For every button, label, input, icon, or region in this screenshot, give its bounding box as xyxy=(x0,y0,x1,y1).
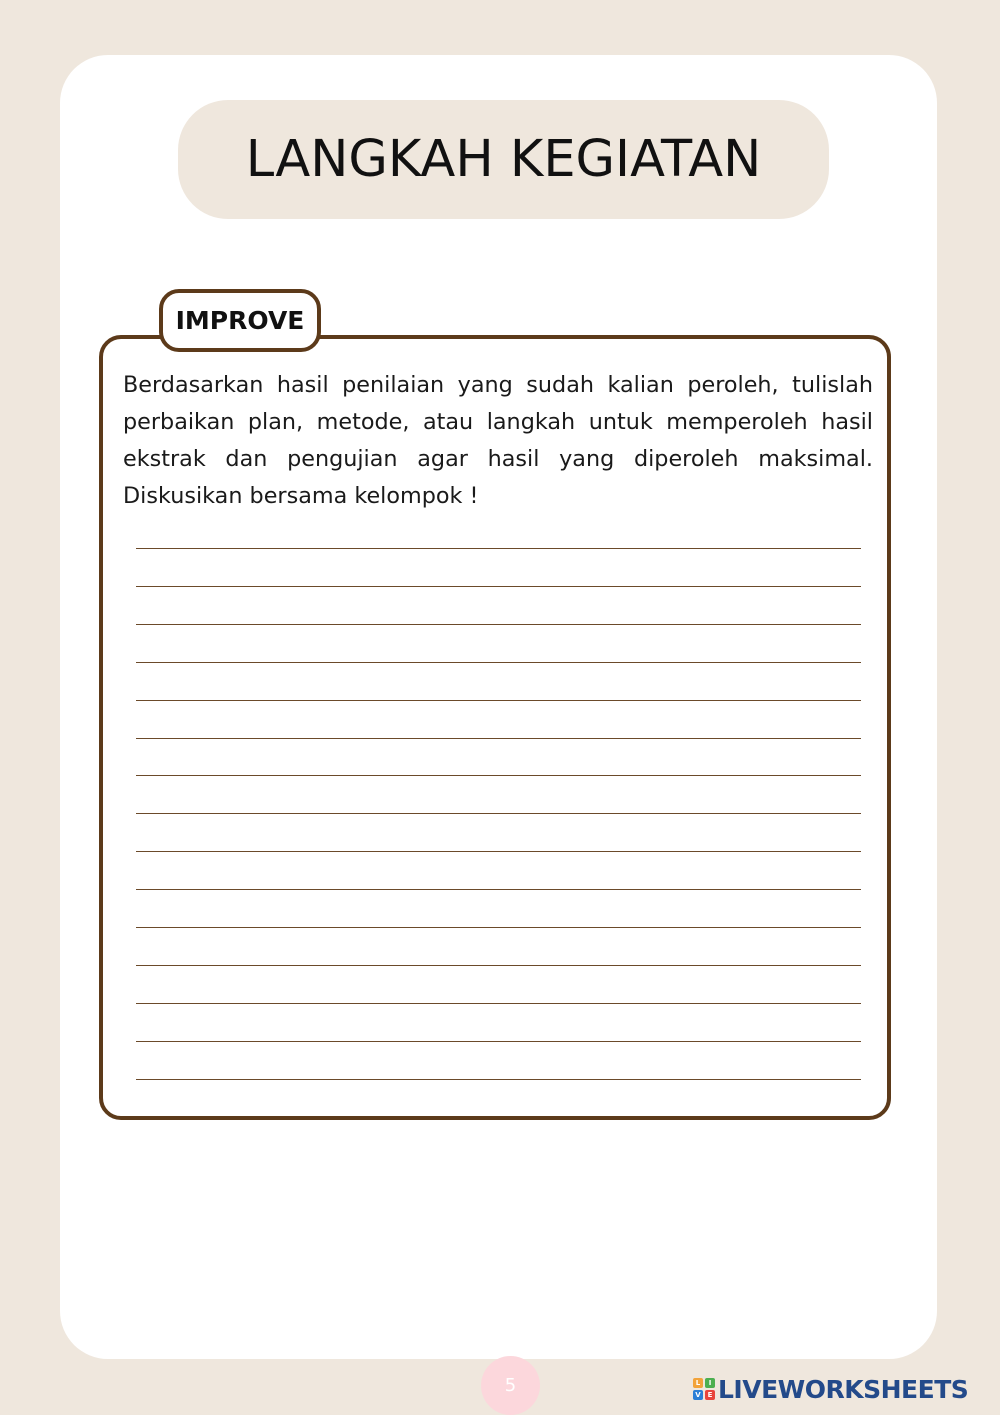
answer-line[interactable] xyxy=(136,851,861,852)
brand-name: LIVEWORKSHEETS xyxy=(718,1374,969,1404)
page-number-badge xyxy=(481,1356,540,1415)
answer-line[interactable] xyxy=(136,586,861,587)
page-number: 5 xyxy=(504,1375,517,1396)
answer-line[interactable] xyxy=(136,738,861,739)
logo-tile: I xyxy=(705,1378,715,1388)
instruction-text: Berdasarkan hasil penilaian yang sudah kalian peroleh, tulislah perbaikan plan, metode, atau langkah untuk memperoleh hasil ekstrak dan pengujian agar hasil yang diperoleh maksimal. Diskusikan bersama kelompok ! xyxy=(123,372,873,509)
answer-line[interactable] xyxy=(136,927,861,928)
answer-line[interactable] xyxy=(136,700,861,701)
answer-line[interactable] xyxy=(136,662,861,663)
logo-tile: L xyxy=(693,1378,703,1388)
answer-line[interactable] xyxy=(136,1003,861,1004)
improve-tab-label: IMPROVE xyxy=(175,306,305,335)
liveworksheets-logo-icon xyxy=(693,1378,715,1400)
answer-line[interactable] xyxy=(136,889,861,890)
improve-tab xyxy=(159,289,321,352)
title-banner xyxy=(178,100,829,219)
liveworksheets-brand[interactable] xyxy=(693,1372,968,1406)
answer-line[interactable] xyxy=(136,1079,861,1080)
answer-line[interactable] xyxy=(136,1041,861,1042)
answer-line[interactable] xyxy=(136,548,861,549)
answer-line[interactable] xyxy=(136,775,861,776)
answer-line[interactable] xyxy=(136,965,861,966)
answer-line[interactable] xyxy=(136,813,861,814)
logo-tile: V xyxy=(693,1390,703,1400)
page-title: LANGKAH KEGIATAN xyxy=(245,130,762,189)
answer-line[interactable] xyxy=(136,624,861,625)
logo-tile: E xyxy=(705,1390,715,1400)
